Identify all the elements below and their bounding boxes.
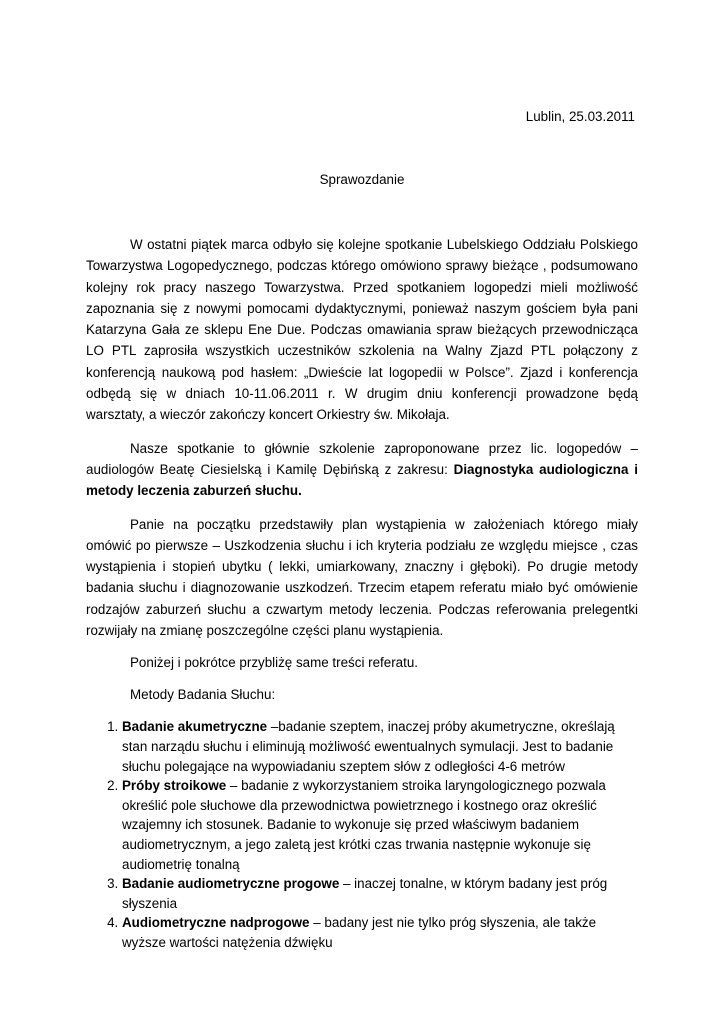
list-item bbox=[122, 776, 638, 874]
list-item-description: – badany jest nie tylko próg słyszenia, ale także wyższe wartości natężenia dźwięku bbox=[122, 915, 597, 950]
paragraph-intro: Poniżej i pokrótce przybliżę same treści referatu. bbox=[130, 655, 419, 671]
document-title: Sprawozdanie bbox=[319, 172, 405, 187]
list-item bbox=[122, 717, 638, 776]
document-date: Lublin, 25.03.2011 bbox=[525, 109, 635, 124]
training-topic: Diagnostyka audiologiczna i metody leczenia zaburzeń słuchu. bbox=[86, 461, 638, 499]
methods-list bbox=[86, 717, 638, 952]
list-item-term: Badanie akumetryczne bbox=[122, 719, 268, 735]
paragraph-training bbox=[86, 438, 638, 502]
list-item-term: Próby stroikowe bbox=[122, 778, 227, 794]
document-body bbox=[86, 234, 638, 952]
section-heading-methods: Metody Badania Słuchu: bbox=[130, 687, 276, 703]
paragraph-training-text: Nasze spotkanie to głównie szkolenie zaproponowane przez lic. logopedów – audiologów Beatę Ciesielską i Kamilę Dębińską z zakresu: bbox=[86, 440, 638, 477]
list-item-description: – inaczej tonalne, w którym badany jest próg słyszenia bbox=[122, 876, 608, 911]
list-item-description: – badanie z wykorzystaniem stroika laryngologicznego pozwala określić pole słuchowe dla przewodnictwa powietrznego i kostnego oraz określić wzajemny ich stosunek. Badanie to wykonuje się przed właściwym badaniem audiometrycznym, a jego zaletą jest krótki czas trwania następnie wykonuje się audiometrię tonalną bbox=[122, 778, 606, 872]
list-item-term: Badanie audiometryczne progowe bbox=[122, 876, 340, 892]
list-item bbox=[122, 874, 638, 913]
paragraph-plan: Panie na początku przedstawiły plan wystąpienia w założeniach którego miały omówić po pierwsze – Uszkodzenia słuchu i ich kryteria podziału ze względu miejsce , czas wystąpienia i stopień ubytku ( lekki, umiarkowany, znaczny i głęboki). Po drugie metody badania słuchu i diagnozowanie uszkodzeń. Trzecim etapem referatu miało być omówienie rodzajów zaburzeń słuchu a czwartym metody leczenia. Podczas referowania prelegentki rozwijały na zmianę poszczególne części planu wystąpienia. bbox=[86, 516, 638, 639]
list-item-term: Audiometryczne nadprogowe bbox=[122, 915, 310, 931]
paragraph-meeting-summary: W ostatni piątek marca odbyło się kolejne spotkanie Lubelskiego Oddziału Polskiego Towarzystwa Logopedycznego, podczas którego omówiono sprawy bieżące , podsumowano kolejny rok pracy naszego Towarzystwa. Przed spotkaniem logopedzi mieli możliwość zapoznania się z nowymi pomocami dydaktycznymi, ponieważ naszym gościem była pani Katarzyna Gała ze sklepu Ene Due. Podczas omawiania spraw bieżących przewodnicząca LO PTL zaprosiła wszystkich uczestników szkolenia na Walny Zjazd PTL połączony z konferencją naukową pod hasłem: „Dwieście lat logopedii w Polsce”. Zjazd i konferencja odbędą się w dniach 10-11.06.2011 r. W drugim dniu konferencji prowadzone będą warsztaty, a wieczór zakończy koncert Orkiestry św. Mikołaja. bbox=[86, 237, 638, 423]
list-item-description: –badanie szeptem, inaczej próby akumetryczne, określają stan narządu słuchu i eliminują możliwość ewentualnych symulacji. Jest to badanie słuchu polegające na wypowiadaniu szeptem słów z odległości 4-6 metrów bbox=[122, 719, 615, 774]
list-item bbox=[122, 913, 638, 952]
